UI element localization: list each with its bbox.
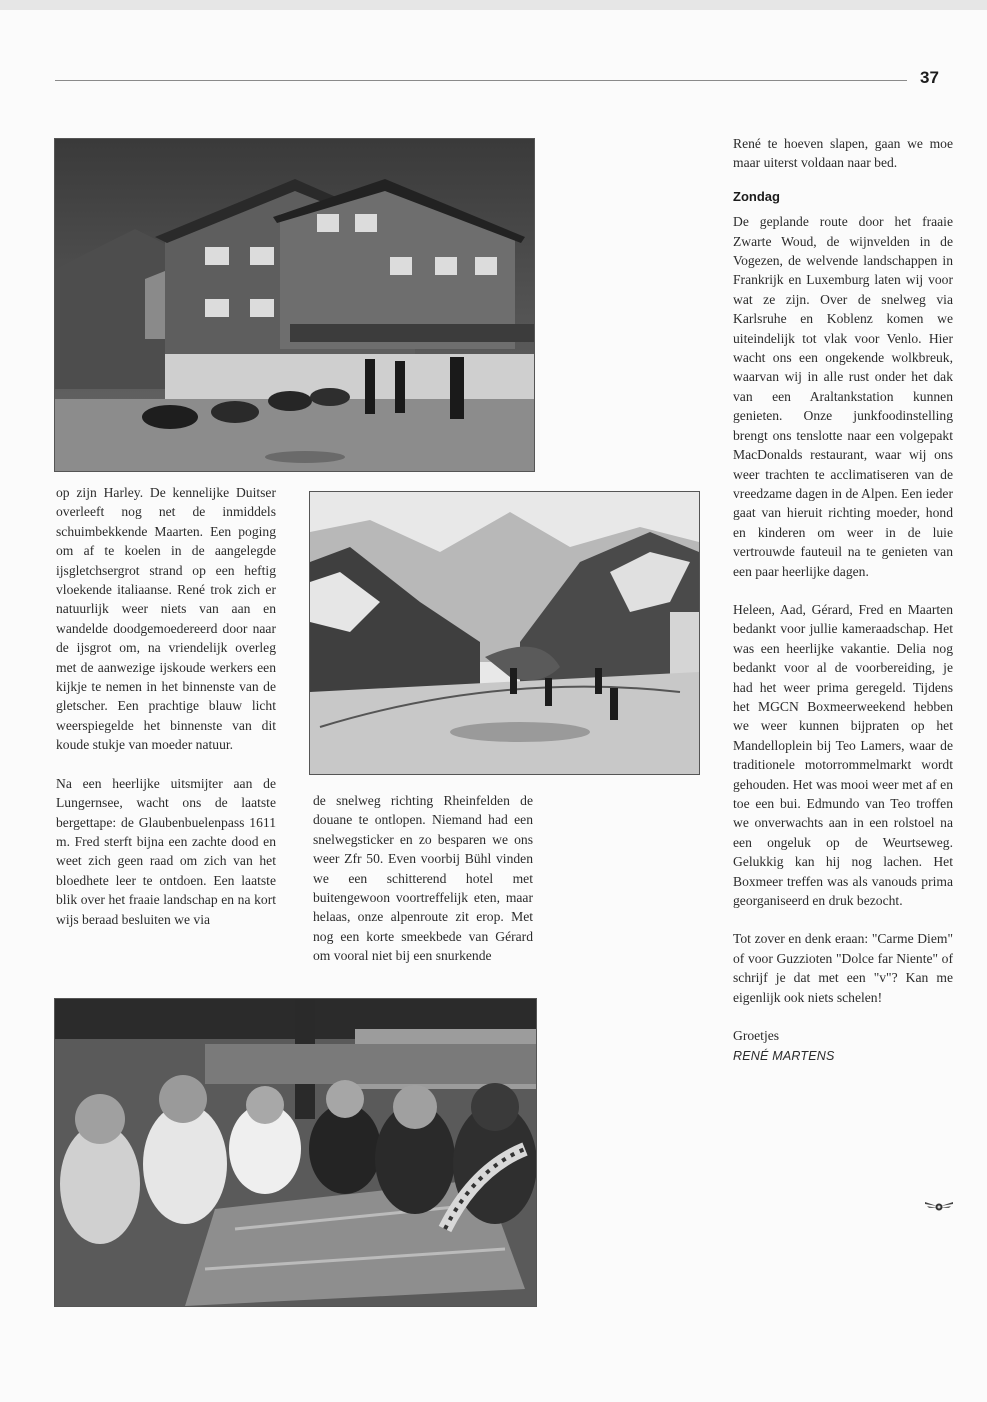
page-number: 37 — [920, 68, 939, 87]
column-right — [733, 134, 953, 1067]
signature-greeting: Groetjes — [733, 1028, 780, 1044]
photo-alpine-pass — [309, 491, 700, 775]
paragraph: de snelweg richting Rheinfelden de douane te ontlopen. Niemand had een snelwegsticker en zo besparen we ons weer Zfr 50. Even voorbij Bühl vinden we een schitterend hotel met buitengewoon voortreffelijk eten, maar helaas, onze alpenroute zit erop. Met nog een korte smeekbede van Gérard om vooral niet bij een snurkende — [313, 793, 533, 964]
photo-hotel-motorcycles — [54, 138, 535, 472]
paragraph: Tot zover en denk eraan: "Carme Diem" of voor Guzzioten "Dolce far Niente" of schrijf je dat met een "v"? Kan me eigenlijk ook niets schelen! — [733, 931, 953, 1005]
paragraph: Na een heerlijke uitsmijter aan de Lungernsee, wacht ons de laatste bergettape: de Glaubenbuelenpass 1611 m. Fred sterft bijna een zachte dood en weet zich geen raad om zich van het bloedhete leer te ontdoen. Een laatste blik over het fraaie landschap en na kort wijs beraad besluiten we via — [56, 775, 276, 927]
paragraph: op zijn Harley. De kennelijke Duitser overleeft nog net de inmiddels schuimbekkende Maarten. Een poging om af te koelen in de aangelegde ijsgletchsergrot strand op een heftig vloekende italiaanse. René trok zich er natuurlijk weer niets van aan en wandelde doodgemoedereerd door naar de ijsgrot om, na vriendelijk overleg met de aanwezige ijskoude werkers een kijkje te nemen in het binnenste van de gletscher. Een prachtige blauw licht weerspiegelde het binnenste van dit koude stukje van moeder natuur. — [56, 485, 276, 753]
column-middle — [313, 791, 533, 985]
paragraph: Heleen, Aad, Gérard, Fred en Maarten bedankt voor jullie kameraadschap. Het was een heerlijke vakantie. Delia nog bedankt voor al de voorbereiding, je had het weer prima geregeld. Tijdens het MGCN Boxmeerweekend hebben we weer kunnen bijpraten op het Mandelloplein bij Teo Lamers, waar de traditionele motorrommelmarkt wordt gehouden. Het was mooi weer met af en toe een bui. Edmundo van Teo troffen we onverwachts aan in een rolstoel na een ongeluk op de Weurtseweg. Gelukkig kan hij nog lachen. Het Boxmeer treffen was als vanouds prima georganiseerd en druk bezocht. — [733, 601, 953, 909]
author-name: RENÉ MARTENS — [733, 1049, 835, 1064]
photo-group-at-table — [54, 998, 537, 1307]
paragraph: De geplande route door het fraaie Zwarte Woud, de wijnvelden in de Vogezen, de welvende landschappen in Frankrijk en Luxemburg laten wij voor wat ze zijn. Over de snelweg via Karlsruhe en Koblenz komen we uiteindelijk tot vlak voor Venlo. Hier wacht ons een ongekende wolkbreuk, waarvan wij in alle rust onder het dak van een Araltankstation kunnen genieten. Onze junkfoodinstelling brengt ons tenslotte naar een volgepakt MacDonalds restaurant, waar wij ons weer trachten te acclimatiseren van de vreedzame dagen in de Alpen. Een ieder gaat van hieruit richting moeder, hond en kinderen om weer in de luie vertrouwde fauteuil na te genieten van een paar heerlijke dagen. — [733, 214, 953, 579]
column-left — [56, 483, 276, 948]
top-rule — [0, 0, 987, 10]
section-heading: Zondag — [733, 188, 780, 204]
signature — [733, 1026, 953, 1067]
header-rule — [55, 80, 907, 81]
paragraph: René te hoeven slapen, gaan we moe maar uiterst voldaan naar bed. — [733, 136, 953, 171]
winged-logo-icon — [924, 1198, 954, 1214]
